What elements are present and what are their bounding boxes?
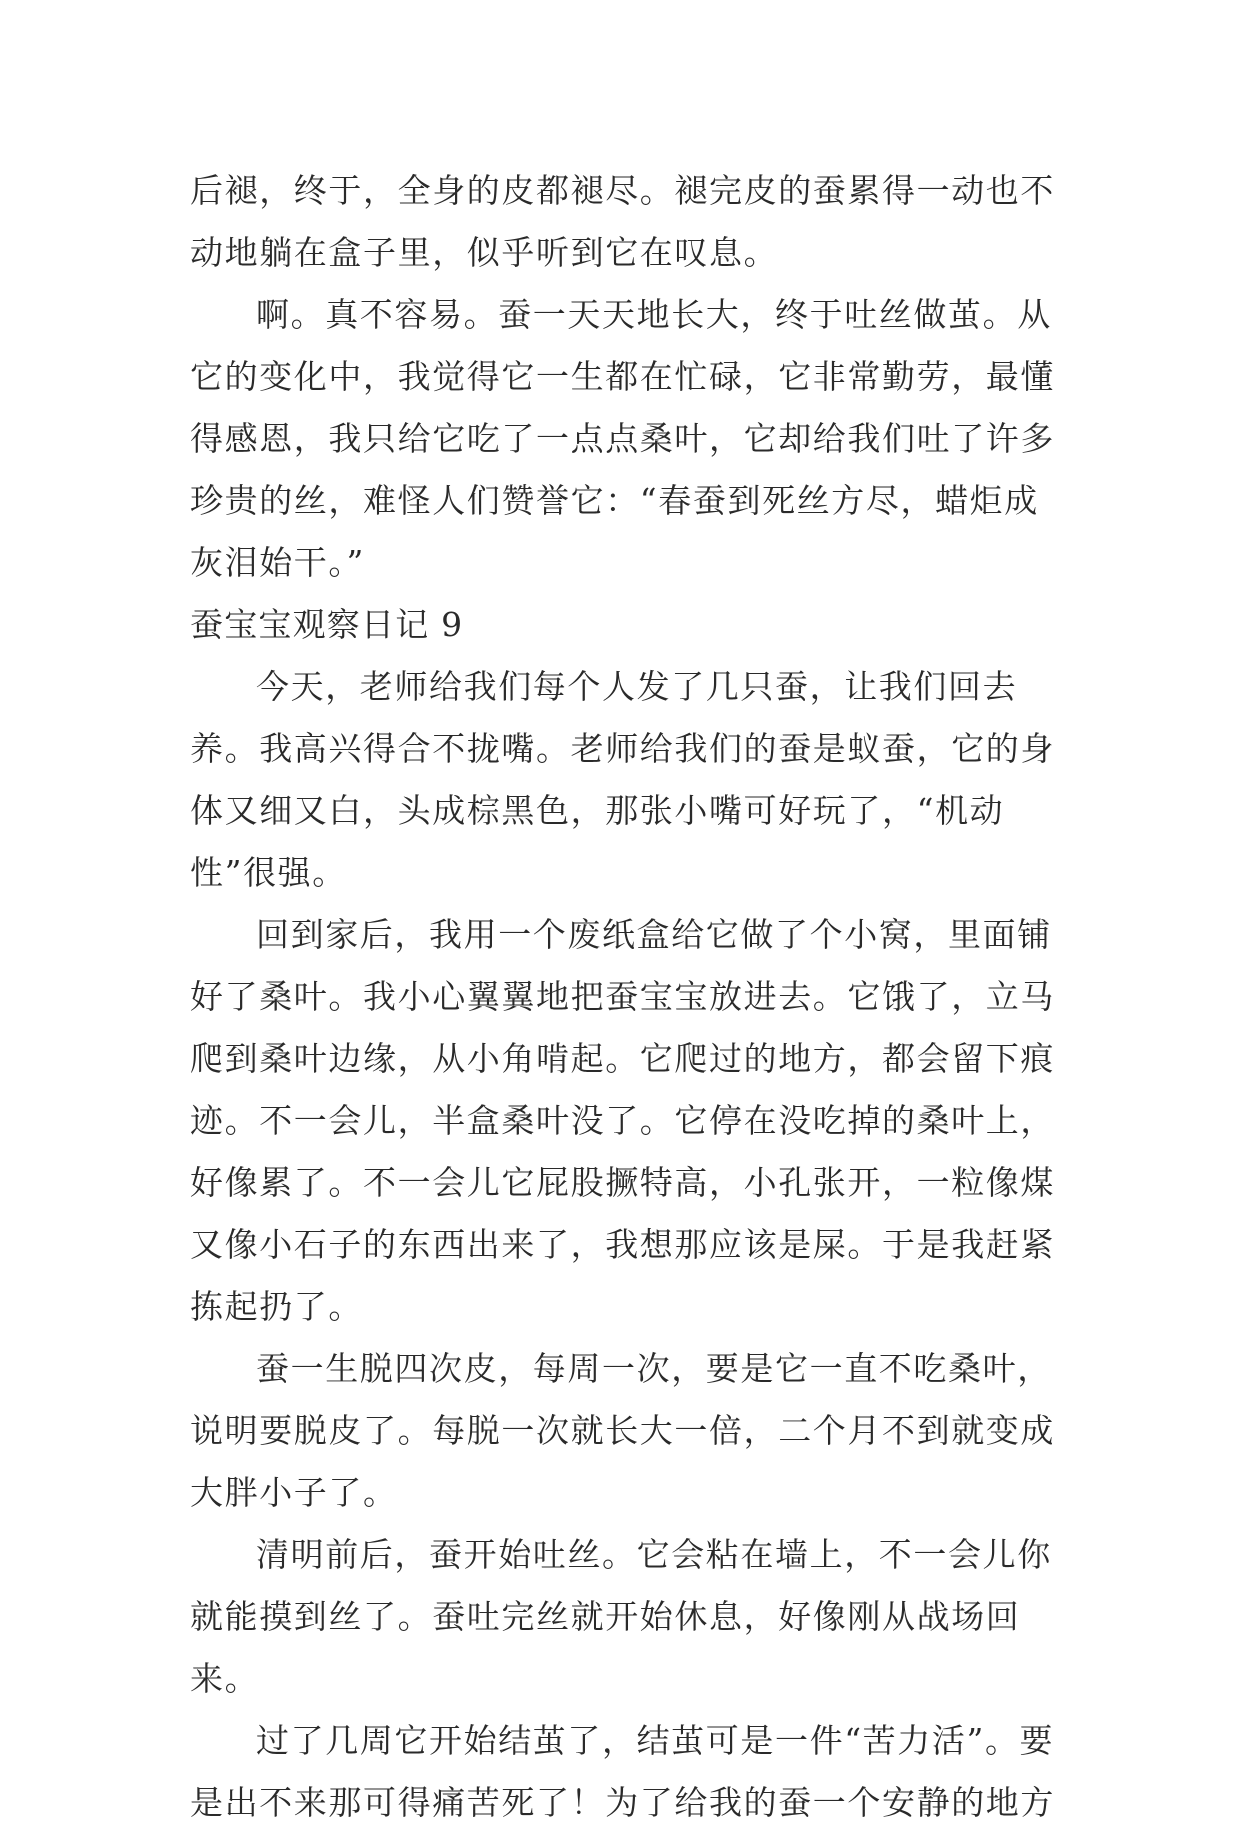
document-body [190,160,1070,1834]
paragraph-6: 清明前后，蚕开始吐丝。它会粘在墙上，不一会儿你就能摸到丝了。蚕吐完丝就开始休息，好像刚从战场回来。 [190,1535,1052,1698]
paragraph-7: 过了几周它开始结茧了，结茧可是一件“苦力活”。要是出不来那可得痛苦死了！为了给我的蚕一个安静的地方 [190,1721,1055,1822]
paragraph-2: 啊。真不容易。蚕一天天地长大，终于吐丝做茧。从它的变化中，我觉得它一生都在忙碌，它非常勤劳，最懂得感恩，我只给它吃了一点点桑叶，它却给我们吐了许多珍贵的丝，难怪人们赞誉它：“春蚕到死丝方尽，蜡炬成灰泪始干。” [190,295,1055,582]
paragraph-5: 蚕一生脱四次皮，每周一次，要是它一直不吃桑叶，说明要脱皮了。每脱一次就长大一倍，二个月不到就变成大胖小子了。 [190,1349,1055,1512]
paragraph-3: 今天，老师给我们每个人发了几只蚕，让我们回去养。我高兴得合不拢嘴。老师给我们的蚕是蚁蚕，它的身体又细又白，头成棕黑色，那张小嘴可好玩了，“机动性”很强。 [190,667,1055,892]
paragraph-4: 回到家后，我用一个废纸盒给它做了个小窝，里面铺好了桑叶。我小心翼翼地把蚕宝宝放进去。它饿了，立马爬到桑叶边缘，从小角啃起。它爬过的地方，都会留下痕迹。不一会儿，半盒桑叶没了。它停在没吃掉的桑叶上，好像累了。不一会儿它屁股撅特高，小孔张开，一粒像煤又像小石子的东西出来了，我想那应该是屎。于是我赶紧拣起扔了。 [190,915,1055,1326]
paragraph-1: 后褪，终于，全身的皮都褪尽。褪完皮的蚕累得一动也不动地躺在盒子里，似乎听到它在叹息。 [190,171,1055,272]
section-heading: 蚕宝宝观察日记 9 [190,605,464,644]
